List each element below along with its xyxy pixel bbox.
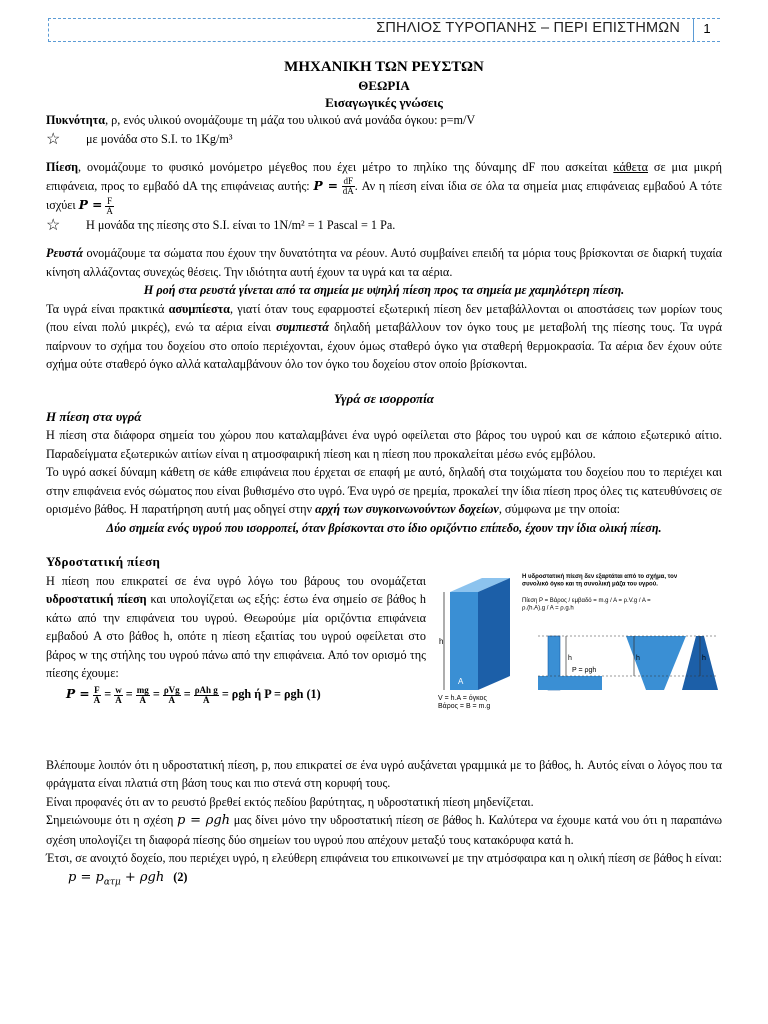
density-term: Πυκνότητα: [46, 113, 106, 127]
page-header: [48, 18, 720, 42]
pressure-unit: [46, 216, 722, 235]
document-body: [46, 58, 722, 892]
label-volume: V = h.A = όγκος: [438, 694, 487, 702]
pressure-term: Πίεση: [46, 160, 79, 174]
hydrostatic-equation: P = $\frac{F}{A}$ = $\frac{w}{A}$ = $\frac{mg}{A}$ = $\frac{\text{ρVg}}{A}$ = $\frac{\text{ρAh g}}{A}$ = ρgh ή P = ρgh (1): [66, 684, 321, 705]
spacer: [46, 537, 722, 553]
eq-frac-5: $\frac{\text{ρAh g}}{A}$: [194, 684, 218, 705]
density-unit-text: με μονάδα στο S.I. το 1Kg/m³: [86, 131, 233, 146]
section-theory: ΘΕΩΡΙΑ: [358, 78, 410, 93]
figure-caption-2: Πίεση P = Βάρος / εμβαδό = m.g / A = ρ.V.g / A = ρ.(h.A).g / A = ρ.g.h: [522, 597, 651, 612]
hydro-p5-formula-a: p = p: [68, 869, 104, 885]
vessels-diagram: [538, 636, 718, 690]
page-number: 1: [693, 18, 720, 42]
fluids-term: Ρευστά: [46, 246, 83, 261]
header-title: ΣΠΗΛΙΟΣ ΤΥΡΟΠΑΝΗΣ – ΠΕΡΙ ΕΠΙΣΤΗΜΩΝ: [376, 20, 680, 36]
label-weight: Βάρος = B = m.g: [438, 702, 491, 710]
communicating-vessels-term: αρχή των συγκοινωνούντων δοχείων: [315, 502, 499, 517]
hydro-p4-text-b: μας δίνει μόνο την υδροστατική πίεση σε βάθος h. Καλύτερα να έχουμε κατά νου ότι η παραπάνω σχέση υπολογίζει τη διαφορά πίεσης δύο σημείων του υγρού που απέχουν μεταξύ τους κατακόρυφα κατά h.: [46, 813, 722, 847]
hydrostatic-paragraph-5: [46, 849, 722, 892]
eq-frac-2: $\frac{w}{A}$: [115, 684, 122, 705]
eq-frac-1: $\frac{F}{A}$: [93, 684, 101, 705]
hydrostatic-heading: Υδροστατική πίεση: [46, 554, 161, 570]
compress-text-b: , γιατί όταν τους εφαρμοστεί εξωτερική πίεση δεν μεταβάλλονται οι αποστάσεις των μορίων τους (που είναι πολύ μικρές), ενώ τα αέρια είναι: [46, 301, 722, 335]
hydrostatic-paragraph-4: [46, 811, 722, 849]
pressure-formula-num: dF: [343, 176, 354, 187]
spacer: [46, 148, 722, 158]
hydrostatic-figure: [438, 572, 722, 710]
density-definition: [46, 111, 722, 130]
section-intro: Εισαγωγικές γνώσεις: [325, 95, 443, 110]
hydro-p5-formula: [68, 869, 165, 888]
density-unit: [46, 130, 722, 149]
eq-p2-text-a: Το υγρό ασκεί δύναμη κάθετη σε κάθε επιφάνεια που έρχεται σε επαφή με αυτό, δηλαδή στα τοιχώματα του δοχείου που το περιέχει και στην επιφάνεια ενός σώματος που είναι βυθισμένο στο υγρό. Ένα υγρό σε ηρεμία, προκαλεί την ίδια πίεση προς όλες τις κατευθύνσεις σε ορισμένο βάθος. Η παρατήρηση αυτή μας οδηγεί στην: [46, 465, 722, 517]
hydrostatic-block: [46, 572, 722, 756]
column-front: [450, 592, 478, 690]
spacer: [46, 374, 722, 390]
pressure-formula2-fraction: [105, 197, 114, 216]
eq-frac-4: $\frac{\text{ρVg}}{A}$: [163, 684, 180, 705]
incompressible-term: ασυμπίεστα: [168, 301, 230, 316]
compress-text-a: Τα υγρά είναι πρακτικά: [46, 301, 169, 316]
document-title: ΜΗΧΑΝΙΚΗ ΤΩΝ ΡΕΥΣΤΩΝ: [284, 59, 484, 75]
hydro-p5-formula-sub: ατμ: [103, 877, 121, 888]
spacer: [46, 234, 722, 244]
equal-pressure-rule: Δύο σημεία ενός υγρού που ισορροπεί, όταν βρίσκονται στο ίδιο οριζόντιο επίπεδο, έχουν την ίδια ολική πίεση.: [106, 520, 662, 535]
hydrostatic-text: [46, 572, 426, 705]
base-channel: [538, 676, 602, 690]
water-column-diagram: [438, 578, 510, 710]
equilibrium-paragraph-2: [46, 463, 722, 519]
hydro-p1-text-b: και υπολογίζεται ως εξής: έστω ένα σημείο σε βάθος h κάτω από την επιφάνεια του υγρού. Θεωρούμε μία οριζόντια επιφάνεια εμβαδού A στο βάθος h, οπότε η πίεση εξαιτίας του υγρού οφείλεται στο βάρος w της στήλης του υγρού πάνω από την επιφάνεια. Από τον ορισμό της πίεσης έχουμε:: [46, 592, 426, 681]
vessel-label-p: P = ρgh: [572, 666, 597, 674]
figure-caption-1: Η υδροστατική πίεση δεν εξαρτάται από το σχήμα, τον συνολικό όγκο και τη συνολική μάζα του υγρού.: [522, 573, 678, 588]
pressure-in-liquids-heading: Η πίεση στα υγρά: [46, 409, 142, 425]
pressure-text3: . Αν η πίεση είναι ίδια σε όλα τα σημεία μιας επιφάνειας εμβαδού A τότε ισχύει: [46, 178, 723, 213]
pressure-formula2-den: A: [106, 205, 113, 216]
pressure-text2: σε μια μικρή επιφάνεια, προς το εμβαδό dA της επιφάνειας αυτής:: [46, 160, 723, 193]
column-side: [478, 578, 510, 690]
vessel-label-h-3: h: [702, 654, 706, 662]
pressure-formula2-lhs: P =: [78, 198, 103, 213]
eq-frac-3: $\frac{mg}{A}$: [136, 684, 149, 705]
hydro-p5-eq-number: (2): [173, 869, 188, 884]
density-text: , ρ, ενός υλικού ονομάζουμε τη μάζα του υλικού ανά μονάδα όγκου: p=m/V: [105, 113, 476, 127]
hydro-p4-formula: p = ρgh: [177, 813, 231, 829]
equilibrium-heading: Υγρά σε ισορροπία: [334, 390, 434, 406]
pressure-text1: , ονομάζουμε το φυσικό μονόμετρο μέγεθος που έχει μέτρο το πηλίκο της δύναμης dF που ασκείται: [78, 160, 608, 174]
label-h: h: [439, 636, 444, 646]
pressure-definition: [46, 158, 722, 216]
vessel-label-h-1: h: [568, 654, 572, 662]
hydro-p1-text-a: Η πίεση που επικρατεί σε ένα υγρό λόγω του βάρους του ονομάζεται: [46, 573, 426, 588]
hydrostatic-paragraph-3: Είναι προφανές ότι αν το ρευστό βρεθεί εκτός πεδίου βαρύτητας, η υδροστατική πίεση μηδενίζεται.: [46, 794, 534, 809]
funnel-vessel: [626, 636, 686, 690]
pressure-formula-fraction: [342, 177, 355, 196]
star-icon: ☆: [46, 130, 61, 148]
hydro-p5-formula-b: + ρgh: [120, 869, 165, 885]
hydro-p5-text: Έτσι, σε ανοιχτό δοχείο, που περιέχει υγρό, η ελεύθερη επιφάνεια του επικοινωνεί με την ατμόσφαιρα και η ολική πίεση σε βάθος h είναι:: [46, 851, 722, 866]
pressure-underlined: κάθετα: [613, 160, 648, 174]
hydrostatic-paragraph-1: [46, 572, 426, 683]
fluids-definition: [46, 244, 722, 281]
eq-p2-text-b: , σύμφωνα με την οποία:: [498, 502, 620, 517]
pressure-formula-lhs: P =: [313, 178, 338, 193]
compress-text-c: δηλαδή μεταβάλλουν τον όγκο τους με μεταβολή της πίεσης τους. Τα υγρά παίρνουν το σχήμα του δοχείου στο οποίο περιέχονται, έχουν όμως σταθερό όγκο για σταθερή θερμοκρασία. Τα αέρια δεν έχουν ούτε σχήμα ούτε σταθερό όγκο αλλά καταλαμβάνουν όλο τον όγκο του δοχείου στον οποίο βρίσκονται.: [46, 320, 722, 372]
flow-rule: Η ροή στα ρευστά γίνεται από τα σημεία με υψηλή πίεση προς τα σημεία με χαμηλότερη πίεση.: [143, 283, 625, 298]
hydrostatic-paragraph-2: Βλέπουμε λοιπόν ότι η υδροστατική πίεση, p, που επικρατεί σε ένα υγρό αυξάνεται γραμμικά με το βάθος, h. Αυτός είναι ο λόγος που τα φράγματα είναι πλατιά στη βάση τους και πιο στενά στη κορυφή τους.: [46, 757, 722, 791]
hydrostatic-term: υδροστατική πίεση: [46, 592, 147, 607]
eq-tail: = ρgh ή P = ρgh (1): [221, 686, 321, 701]
pressure-formula2-num: F: [107, 195, 113, 206]
equilibrium-paragraph-1: Η πίεση στα διάφορα σημεία του χώρου που καταλαμβάνει ένα υγρό οφείλεται στο βάρος του υγρού και σε κάποιο εξωτερικό αίτιο. Παραδείγματα εξωτερικών αιτίων είναι η ατμοσφαιρική πίεση και η πίεση που προκαλείται μέσω ενός εμβόλου.: [46, 428, 722, 461]
hydro-p4-text-a: Σημειώνουμε ότι η σχέση: [46, 813, 178, 828]
compressibility-paragraph: [46, 300, 722, 374]
vessel-label-h-2: h: [636, 654, 640, 662]
star-icon: ☆: [46, 217, 61, 235]
fluids-text: ονομάζουμε τα σώματα που έχουν την δυνατότητα να ρέουν. Αυτό συμβαίνει επειδή τα μόρια τους βρίσκονται σε διαρκή τυχαία κίνηση αλλάζοντας συνεχώς θέσεις. Την ιδιότητα αυτή έχουν τα υγρά και τα αέρια.: [46, 246, 722, 279]
label-a: A: [458, 676, 464, 686]
pressure-formula-den: dA: [342, 186, 354, 197]
header-left-border: [48, 18, 50, 42]
eq-p: P =: [66, 686, 90, 701]
compressible-term: συμπιεστά: [276, 320, 330, 335]
pressure-unit-text: Η μονάδα της πίεσης στο S.I. είναι το 1N/m² = 1 Pascal = 1 Pa.: [86, 217, 396, 232]
